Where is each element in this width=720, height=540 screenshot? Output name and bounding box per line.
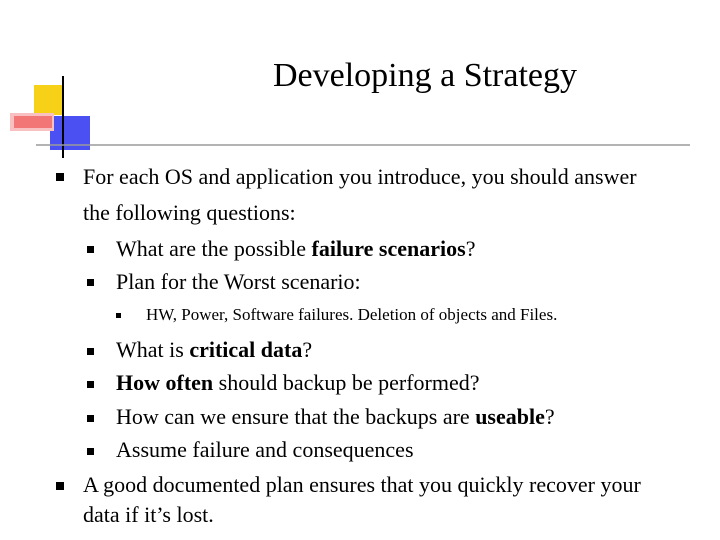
bullet-marker bbox=[87, 279, 94, 286]
bullet-text: Plan for the Worst scenario: bbox=[116, 269, 361, 294]
bullet-text-continued: the following questions: bbox=[83, 200, 296, 225]
bullet-text: What is critical data? bbox=[116, 337, 313, 362]
slide-title: Developing a Strategy bbox=[272, 57, 578, 94]
bullet-text: For each OS and application you introduce, you should answer bbox=[83, 164, 637, 189]
bullet-marker bbox=[56, 173, 64, 181]
bullet-marker bbox=[87, 415, 94, 422]
bullet-marker bbox=[87, 348, 94, 355]
bullet-text: A good documented plan ensures that you quickly recover your bbox=[83, 472, 641, 497]
bullet-text: Assume failure and consequences bbox=[116, 437, 414, 462]
bullet-marker bbox=[56, 482, 64, 490]
bold-term: failure scenarios bbox=[311, 236, 466, 261]
bullet-marker bbox=[87, 246, 94, 253]
yellow-square bbox=[34, 85, 62, 115]
bullet-text: How often should backup be performed? bbox=[116, 370, 480, 395]
bullet-text: How can we ensure that the backups are useable? bbox=[116, 404, 555, 429]
bold-term: useable bbox=[475, 404, 545, 429]
bullet-text-continued: data if it’s lost. bbox=[83, 502, 214, 527]
red-band bbox=[14, 116, 52, 128]
bullet-marker bbox=[87, 448, 94, 455]
bullet-text: HW, Power, Software failures. Deletion of objects and Files. bbox=[146, 305, 558, 324]
bullet-marker bbox=[116, 313, 121, 318]
bullet-marker bbox=[87, 381, 94, 388]
bullet-text: What are the possible failure scenarios? bbox=[116, 236, 476, 261]
bold-term: How often bbox=[116, 370, 214, 395]
bold-term: critical data bbox=[189, 337, 303, 362]
